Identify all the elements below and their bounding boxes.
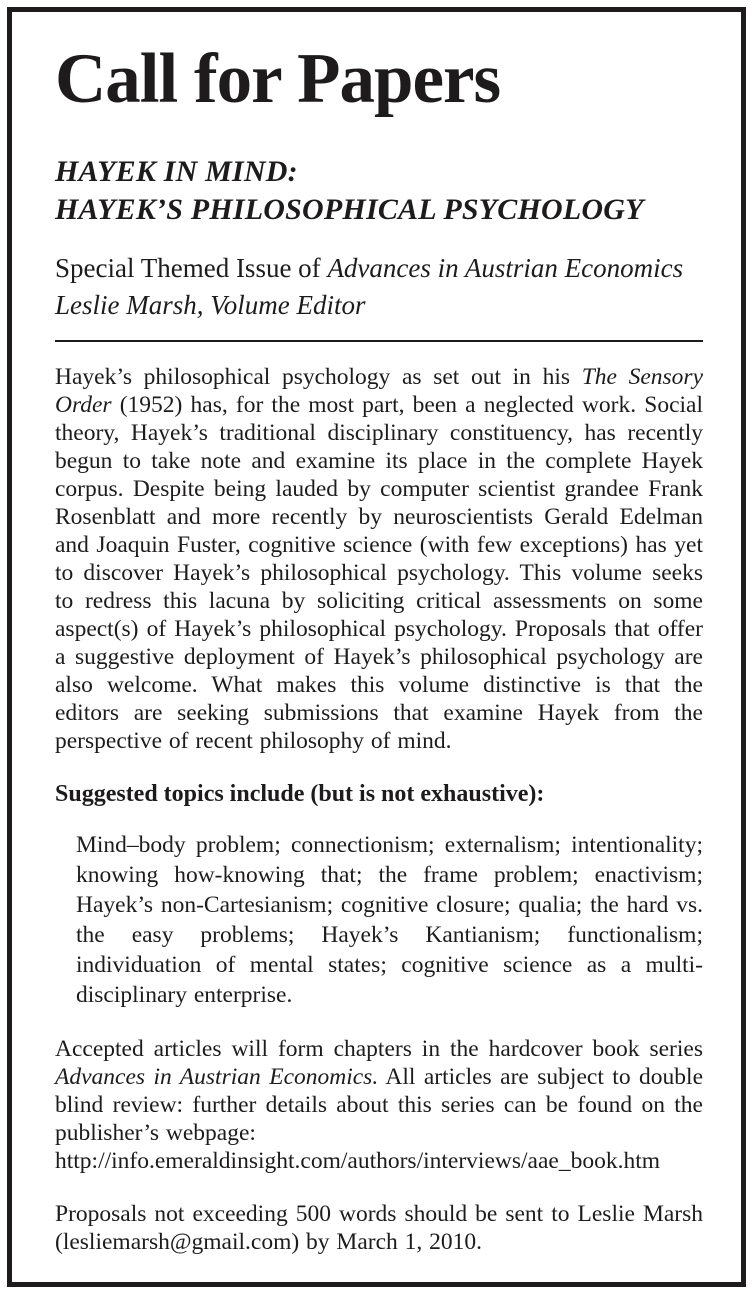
page-content	[55, 12, 703, 1256]
intro-paragraph: Hayek’s philosophical psychology as set out in his The Sensory Order (1952) has, for the most part, been a neglected work. Social theory, Hayek’s traditional disciplinary constituency, has recently begun to take note and examine its place in the complete Hayek corpus. Despite being lauded by computer scientist grandee Frank Rosenblatt and more recently by neuroscientists Gerald Edelman and Joaquin Fuster, cognitive science (with few exceptions) has yet to discover Hayek’s philosophical psychology. This volume seeks to redress this lacuna by soliciting critical assessments on some aspect(s) of Hayek’s philosophical psychology. Proposals that offer a suggestive deployment of Hayek’s philosophical psychology are also welcome. What makes this volume distinctive is that the editors are seeking submissions that examine Hayek from the perspective of recent philosophy of mind.	[55, 363, 703, 754]
horizontal-divider	[55, 340, 703, 342]
issue-heading	[55, 153, 703, 229]
series-paragraph-text: Accepted articles will form chapters in the hardcover book series Advances in Austrian Economics. All articles are subject to double blind review: further details about this series can be found on the publisher’s webpage:	[55, 1035, 703, 1146]
page-title: Call for Papers	[55, 40, 501, 118]
series-paragraph	[55, 1035, 703, 1175]
issue-heading-line2: HAYEK’S PHILOSOPHICAL PSYCHOLOGY	[55, 192, 644, 226]
publisher-webpage-url: http://info.emeraldinsight.com/authors/interviews/aae_book.htm	[55, 1147, 660, 1174]
submission-paragraph: Proposals not exceeding 500 words should be sent to Leslie Marsh (lesliemarsh@gmail.com) by March 1, 2010.	[55, 1200, 703, 1255]
issue-heading-line1: HAYEK IN MIND:	[55, 154, 298, 188]
suggested-topics-list: Mind–body problem; connectionism; externalism; intentionality; knowing how-knowing that; the frame problem; enactivism; Hayek’s non-Cartesianism; cognitive closure; qualia; the hard vs. the easy problems; Hayek’s Kantianism; functionalism; individuation of mental states; cognitive science as a multi-disciplinary enterprise.	[76, 831, 703, 1008]
issue-subtitle: Special Themed Issue of Advances in Austrian Economics	[55, 252, 684, 283]
suggested-topics-heading: Suggested topics include (but is not exhaustive):	[55, 780, 545, 807]
volume-editor-line: Leslie Marsh, Volume Editor	[55, 289, 366, 320]
